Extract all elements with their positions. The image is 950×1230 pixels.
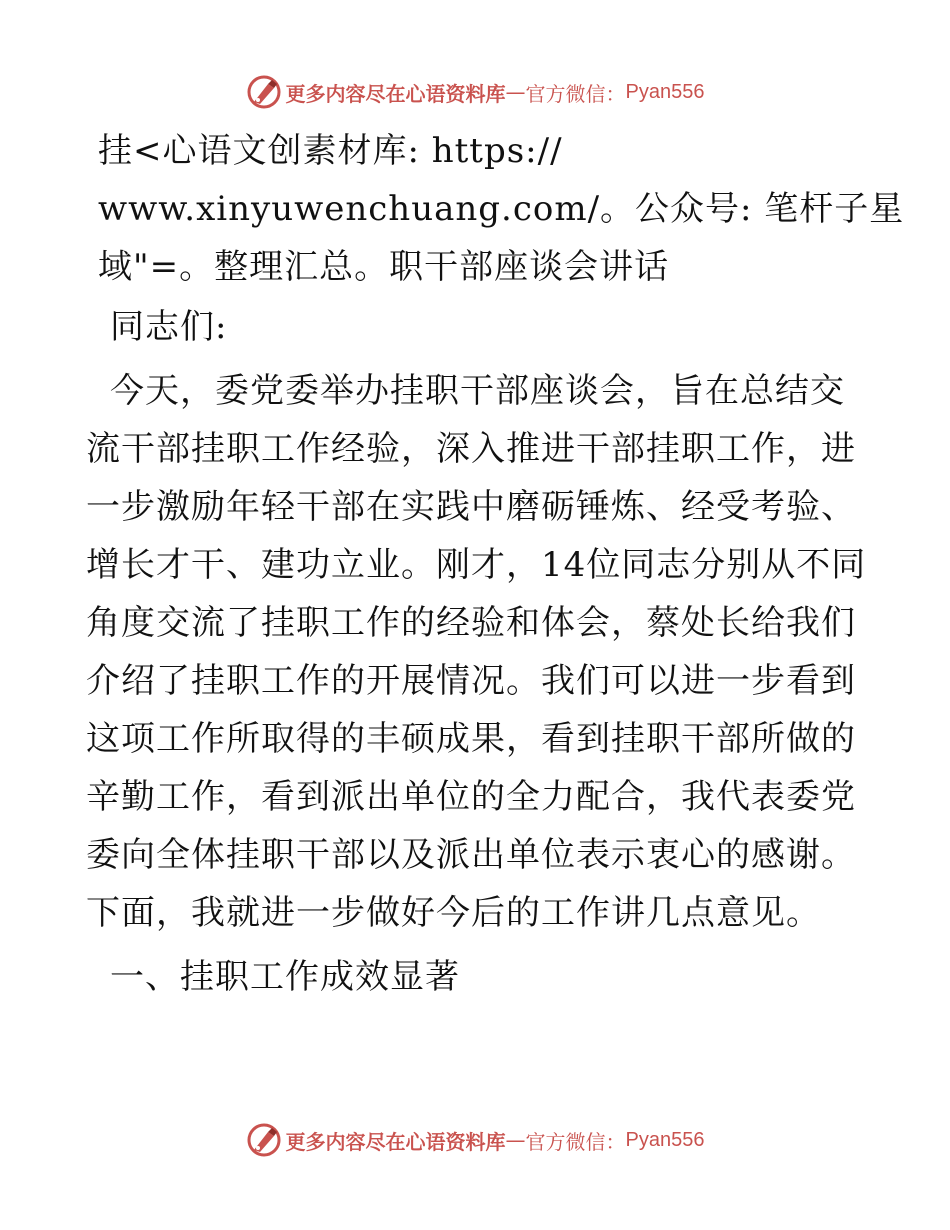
banner-wechat-id: Pyan556	[625, 1128, 705, 1151]
intro-line: 域"=。整理汇总。职干部座谈会讲话	[98, 247, 670, 287]
body-line: 这项工作所取得的丰硕成果，看到挂职干部所做的	[86, 719, 856, 759]
footer-banner	[0, 1120, 950, 1160]
intro-paragraph	[98, 122, 905, 296]
intro-line: 挂<心语文创素材库: https://	[98, 131, 563, 171]
banner-main-text: 更多内容尽在心语资料库	[285, 81, 506, 106]
body-line: 辛勤工作，看到派出单位的全力配合，我代表委党	[86, 777, 856, 817]
section-heading: 一、挂职工作成效显著	[110, 957, 460, 997]
banner-separator: —	[505, 1128, 526, 1152]
body-paragraph	[86, 362, 867, 942]
greeting: 同志们:	[110, 307, 228, 347]
header-banner	[0, 72, 950, 112]
body-line: 一步激励年轻干部在实践中磨砺锤炼、经受考验、	[86, 487, 856, 527]
body-line: 角度交流了挂职工作的经验和体会，蔡处长给我们	[86, 603, 856, 643]
body-line: 增长才干、建功立业。刚才，14位同志分别从不同	[86, 545, 867, 585]
banner-wechat-id: Pyan556	[625, 80, 705, 103]
body-line: 今天，委党委举办挂职干部座谈会，旨在总结交	[110, 371, 845, 411]
body-line: 委向全体挂职干部以及派出单位表示衷心的感谢。	[86, 835, 856, 875]
intro-line: www.xinyuwenchuang.com/。公众号: 笔杆子星	[98, 189, 905, 229]
body-line: 下面，我就进一步做好今后的工作讲几点意见。	[86, 893, 821, 933]
banner-wechat-label: 官方微信：	[525, 1129, 626, 1154]
document-body	[86, 122, 905, 1006]
body-line: 流干部挂职工作经验，深入推进干部挂职工作，进	[86, 429, 856, 469]
banner-separator: —	[505, 80, 526, 104]
body-line: 介绍了挂职工作的开展情况。我们可以进一步看到	[86, 661, 856, 701]
brand-logo-icon	[246, 1122, 282, 1158]
brand-logo-icon	[246, 74, 282, 110]
banner-main-text: 更多内容尽在心语资料库	[285, 1129, 506, 1154]
banner-wechat-label: 官方微信：	[525, 81, 626, 106]
